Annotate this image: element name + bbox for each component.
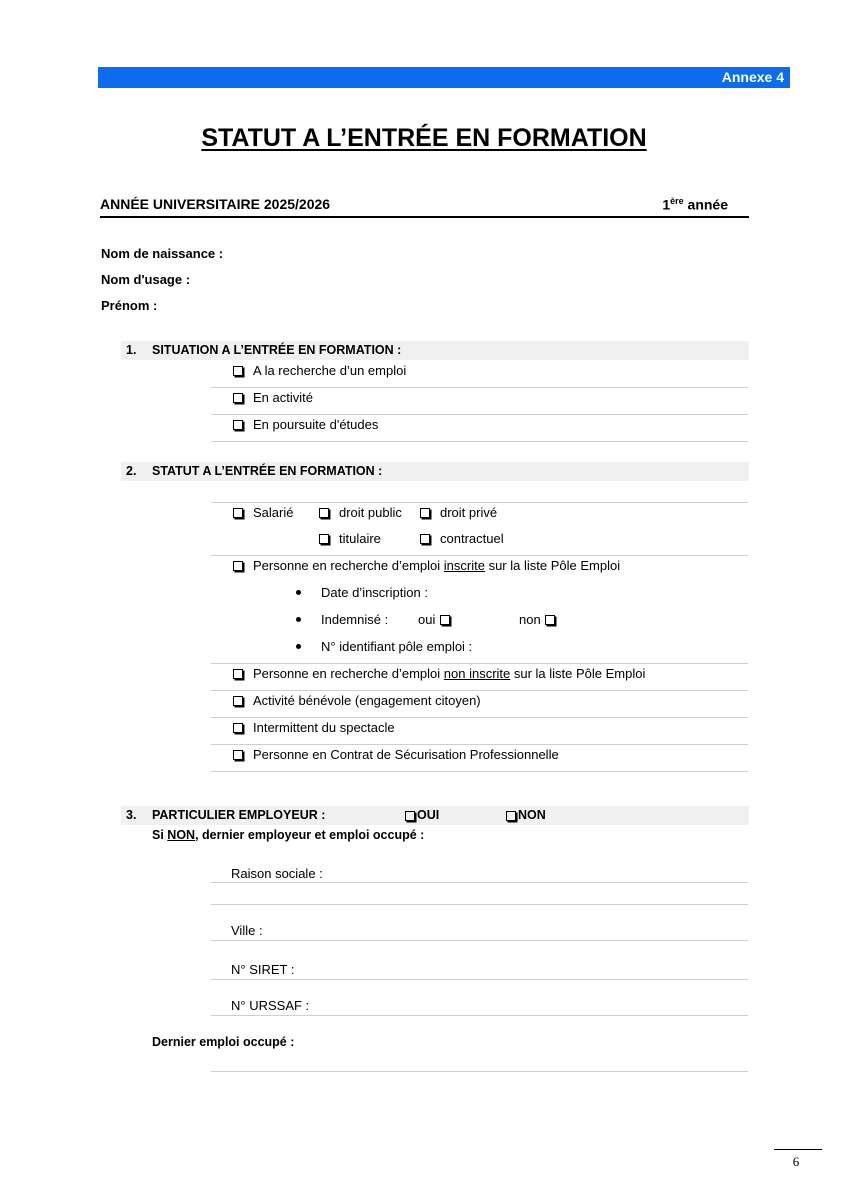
section-3-title: PARTICULIER EMPLOYEUR : — [152, 808, 326, 822]
checkbox-icon[interactable] — [506, 811, 516, 821]
raison-sociale-line-2[interactable] — [211, 883, 748, 905]
urssaf-label: N° URSSAF : — [231, 998, 310, 1013]
bullet-icon — [296, 644, 301, 649]
section-3-header: 3. PARTICULIER EMPLOYEUR : OUI NON — [121, 806, 749, 825]
if-no-instruction: Si NON, dernier employeur et emploi occupé : — [152, 828, 425, 842]
annex-label: Annexe 4 — [721, 69, 784, 85]
page-title: STATUT A L’ENTRÉE EN FORMATION — [201, 124, 647, 152]
checkbox-icon[interactable] — [233, 508, 243, 518]
ville-field[interactable] — [211, 918, 748, 941]
option-intermittent[interactable]: Intermittent du spectacle — [211, 718, 748, 745]
dernier-emploi-field[interactable] — [211, 1052, 748, 1072]
salarie-row — [211, 503, 748, 556]
section-2-header: 2. STATUT A L’ENTRÉE EN FORMATION : — [121, 462, 749, 481]
section-1-header: 1. SITUATION A L’ENTRÉE EN FORMATION : — [121, 341, 749, 360]
indemnise-oui[interactable]: oui — [418, 612, 460, 627]
urssaf-field[interactable] — [211, 994, 748, 1016]
section-1-title: SITUATION A L’ENTRÉE EN FORMATION : — [152, 343, 402, 357]
option-studies[interactable]: En poursuite d'études — [211, 415, 748, 442]
option-droit-public[interactable]: droit public — [319, 505, 402, 520]
date-inscription-item: Date d’inscription : — [296, 585, 428, 600]
indemnise-non[interactable]: non — [519, 612, 565, 627]
birth-name-label: Nom de naissance : — [101, 246, 224, 261]
raison-sociale-label: Raison sociale : — [231, 866, 323, 881]
checkbox-icon[interactable] — [319, 508, 329, 518]
option-contractuel[interactable]: contractuel — [420, 531, 504, 546]
year-level: 1ère année — [662, 196, 728, 213]
annex-banner — [98, 67, 790, 88]
option-inscrite[interactable]: Personne en recherche d’emploi inscrite sur la liste Pôle Emploi — [233, 558, 620, 573]
ville-label: Ville : — [231, 923, 263, 938]
option-benevole[interactable]: Activité bénévole (engagement citoyen) — [211, 691, 748, 718]
checkbox-icon[interactable] — [233, 669, 243, 679]
option-salarie[interactable]: Salarié — [233, 505, 293, 520]
employer-oui[interactable]: OUI — [405, 808, 439, 822]
checkbox-icon[interactable] — [440, 615, 450, 625]
checkbox-icon[interactable] — [545, 615, 555, 625]
raison-sociale-field[interactable] — [211, 862, 748, 883]
dernier-emploi-label: Dernier emploi occupé : — [152, 1035, 295, 1049]
section-2-title: STATUT A L’ENTRÉE EN FORMATION : — [152, 464, 383, 478]
academic-year-row — [100, 196, 749, 218]
checkbox-icon[interactable] — [319, 534, 329, 544]
option-titulaire[interactable]: titulaire — [319, 531, 381, 546]
employer-non[interactable]: NON — [506, 808, 546, 822]
checkbox-icon[interactable] — [233, 420, 243, 430]
bullet-icon — [296, 617, 301, 622]
academic-year: ANNÉE UNIVERSITAIRE 2025/2026 — [100, 196, 331, 212]
indemnise-item: Indemnisé : — [296, 612, 388, 627]
siret-field[interactable] — [211, 958, 748, 980]
page-number: 6 — [792, 1154, 800, 1169]
option-in-activity[interactable]: En activité — [211, 388, 748, 415]
checkbox-icon[interactable] — [233, 750, 243, 760]
inscrite-row — [211, 556, 748, 664]
first-name-label: Prénom : — [101, 298, 158, 313]
page-title-wrap — [0, 124, 848, 153]
option-job-search[interactable]: A la recherche d’un emploi — [211, 361, 748, 388]
footer-rule — [774, 1149, 822, 1150]
checkbox-icon[interactable] — [233, 561, 243, 571]
usage-name-label: Nom d'usage : — [101, 272, 191, 287]
identifiant-item: N° identifiant pôle emploi : — [296, 639, 472, 654]
checkbox-icon[interactable] — [420, 508, 430, 518]
siret-label: N° SIRET : — [231, 962, 295, 977]
option-non-inscrite[interactable]: Personne en recherche d’emploi non inscrite sur la liste Pôle Emploi — [211, 664, 748, 691]
option-droit-prive[interactable]: droit privé — [420, 505, 497, 520]
checkbox-icon[interactable] — [233, 366, 243, 376]
spacer-row — [211, 483, 748, 503]
option-csp[interactable]: Personne en Contrat de Sécurisation Professionnelle — [211, 745, 748, 772]
checkbox-icon[interactable] — [233, 696, 243, 706]
checkbox-icon[interactable] — [233, 393, 243, 403]
checkbox-icon[interactable] — [420, 534, 430, 544]
checkbox-icon[interactable] — [233, 723, 243, 733]
checkbox-icon[interactable] — [405, 811, 415, 821]
bullet-icon — [296, 590, 301, 595]
